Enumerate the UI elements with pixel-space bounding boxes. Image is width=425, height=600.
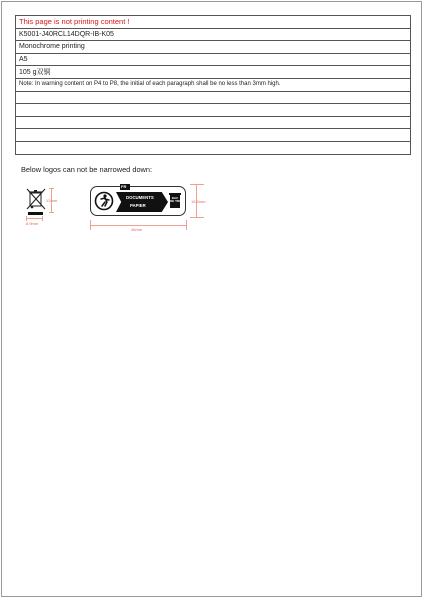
triman-logo: [88, 182, 218, 240]
width-dimension-tick: [186, 220, 187, 230]
country-label: FR: [121, 184, 127, 189]
empty-cell: [16, 116, 411, 129]
logos-heading: Below logos can not be narrowed down:: [21, 165, 153, 174]
weee-width-label: 8.9mm: [26, 221, 39, 226]
part-number-cell: K5001-J40RCL14DQR-IB-K05: [16, 28, 411, 41]
empty-cell: [16, 104, 411, 117]
category-line-2: PAPIER: [130, 203, 146, 208]
table-row: [16, 129, 411, 142]
triman-recycling-icon: [94, 191, 114, 211]
height-dimension-tick: [190, 217, 204, 218]
table-row: [16, 104, 411, 117]
weee-logo: [24, 186, 84, 230]
paper-weight-cell: 105 g双铜: [16, 66, 411, 79]
table-row: [16, 41, 411, 54]
table-row: [16, 28, 411, 41]
table-row: [16, 78, 411, 91]
paper-size-cell: A5: [16, 53, 411, 66]
width-dimension-tick: [42, 216, 43, 221]
weee-height-label: 12mm: [46, 198, 58, 203]
width-dimension-tick: [90, 220, 91, 230]
table-row: [16, 91, 411, 104]
width-dimension-line: [26, 218, 43, 219]
bin-label: BAC DE TRI: [170, 196, 180, 204]
table-row: [16, 141, 411, 154]
table-row: [16, 116, 411, 129]
table-row: [16, 66, 411, 79]
triman-width-label: 46mm: [131, 227, 143, 232]
empty-cell: [16, 141, 411, 154]
empty-cell: [16, 91, 411, 104]
height-dimension-tick: [190, 184, 204, 185]
warning-cell: This page is not printing content !: [16, 16, 411, 29]
width-dimension-line: [90, 225, 186, 226]
height-dimension-tick: [49, 188, 54, 189]
table-row: [16, 53, 411, 66]
note-cell: Note: In warning content on P4 to P8, the initial of each paragraph shall be no less than 3mm high.: [16, 78, 411, 91]
height-dimension-tick: [49, 212, 54, 213]
triman-height-label: 15.5mm: [191, 199, 206, 204]
empty-cell: [16, 129, 411, 142]
print-mode-cell: Monochrome printing: [16, 41, 411, 54]
crossed-out-wheelie-bin-icon: [26, 188, 46, 216]
spec-table: [15, 15, 411, 155]
category-line-1: DOCUMENTS: [126, 195, 154, 200]
table-row: [16, 16, 411, 29]
